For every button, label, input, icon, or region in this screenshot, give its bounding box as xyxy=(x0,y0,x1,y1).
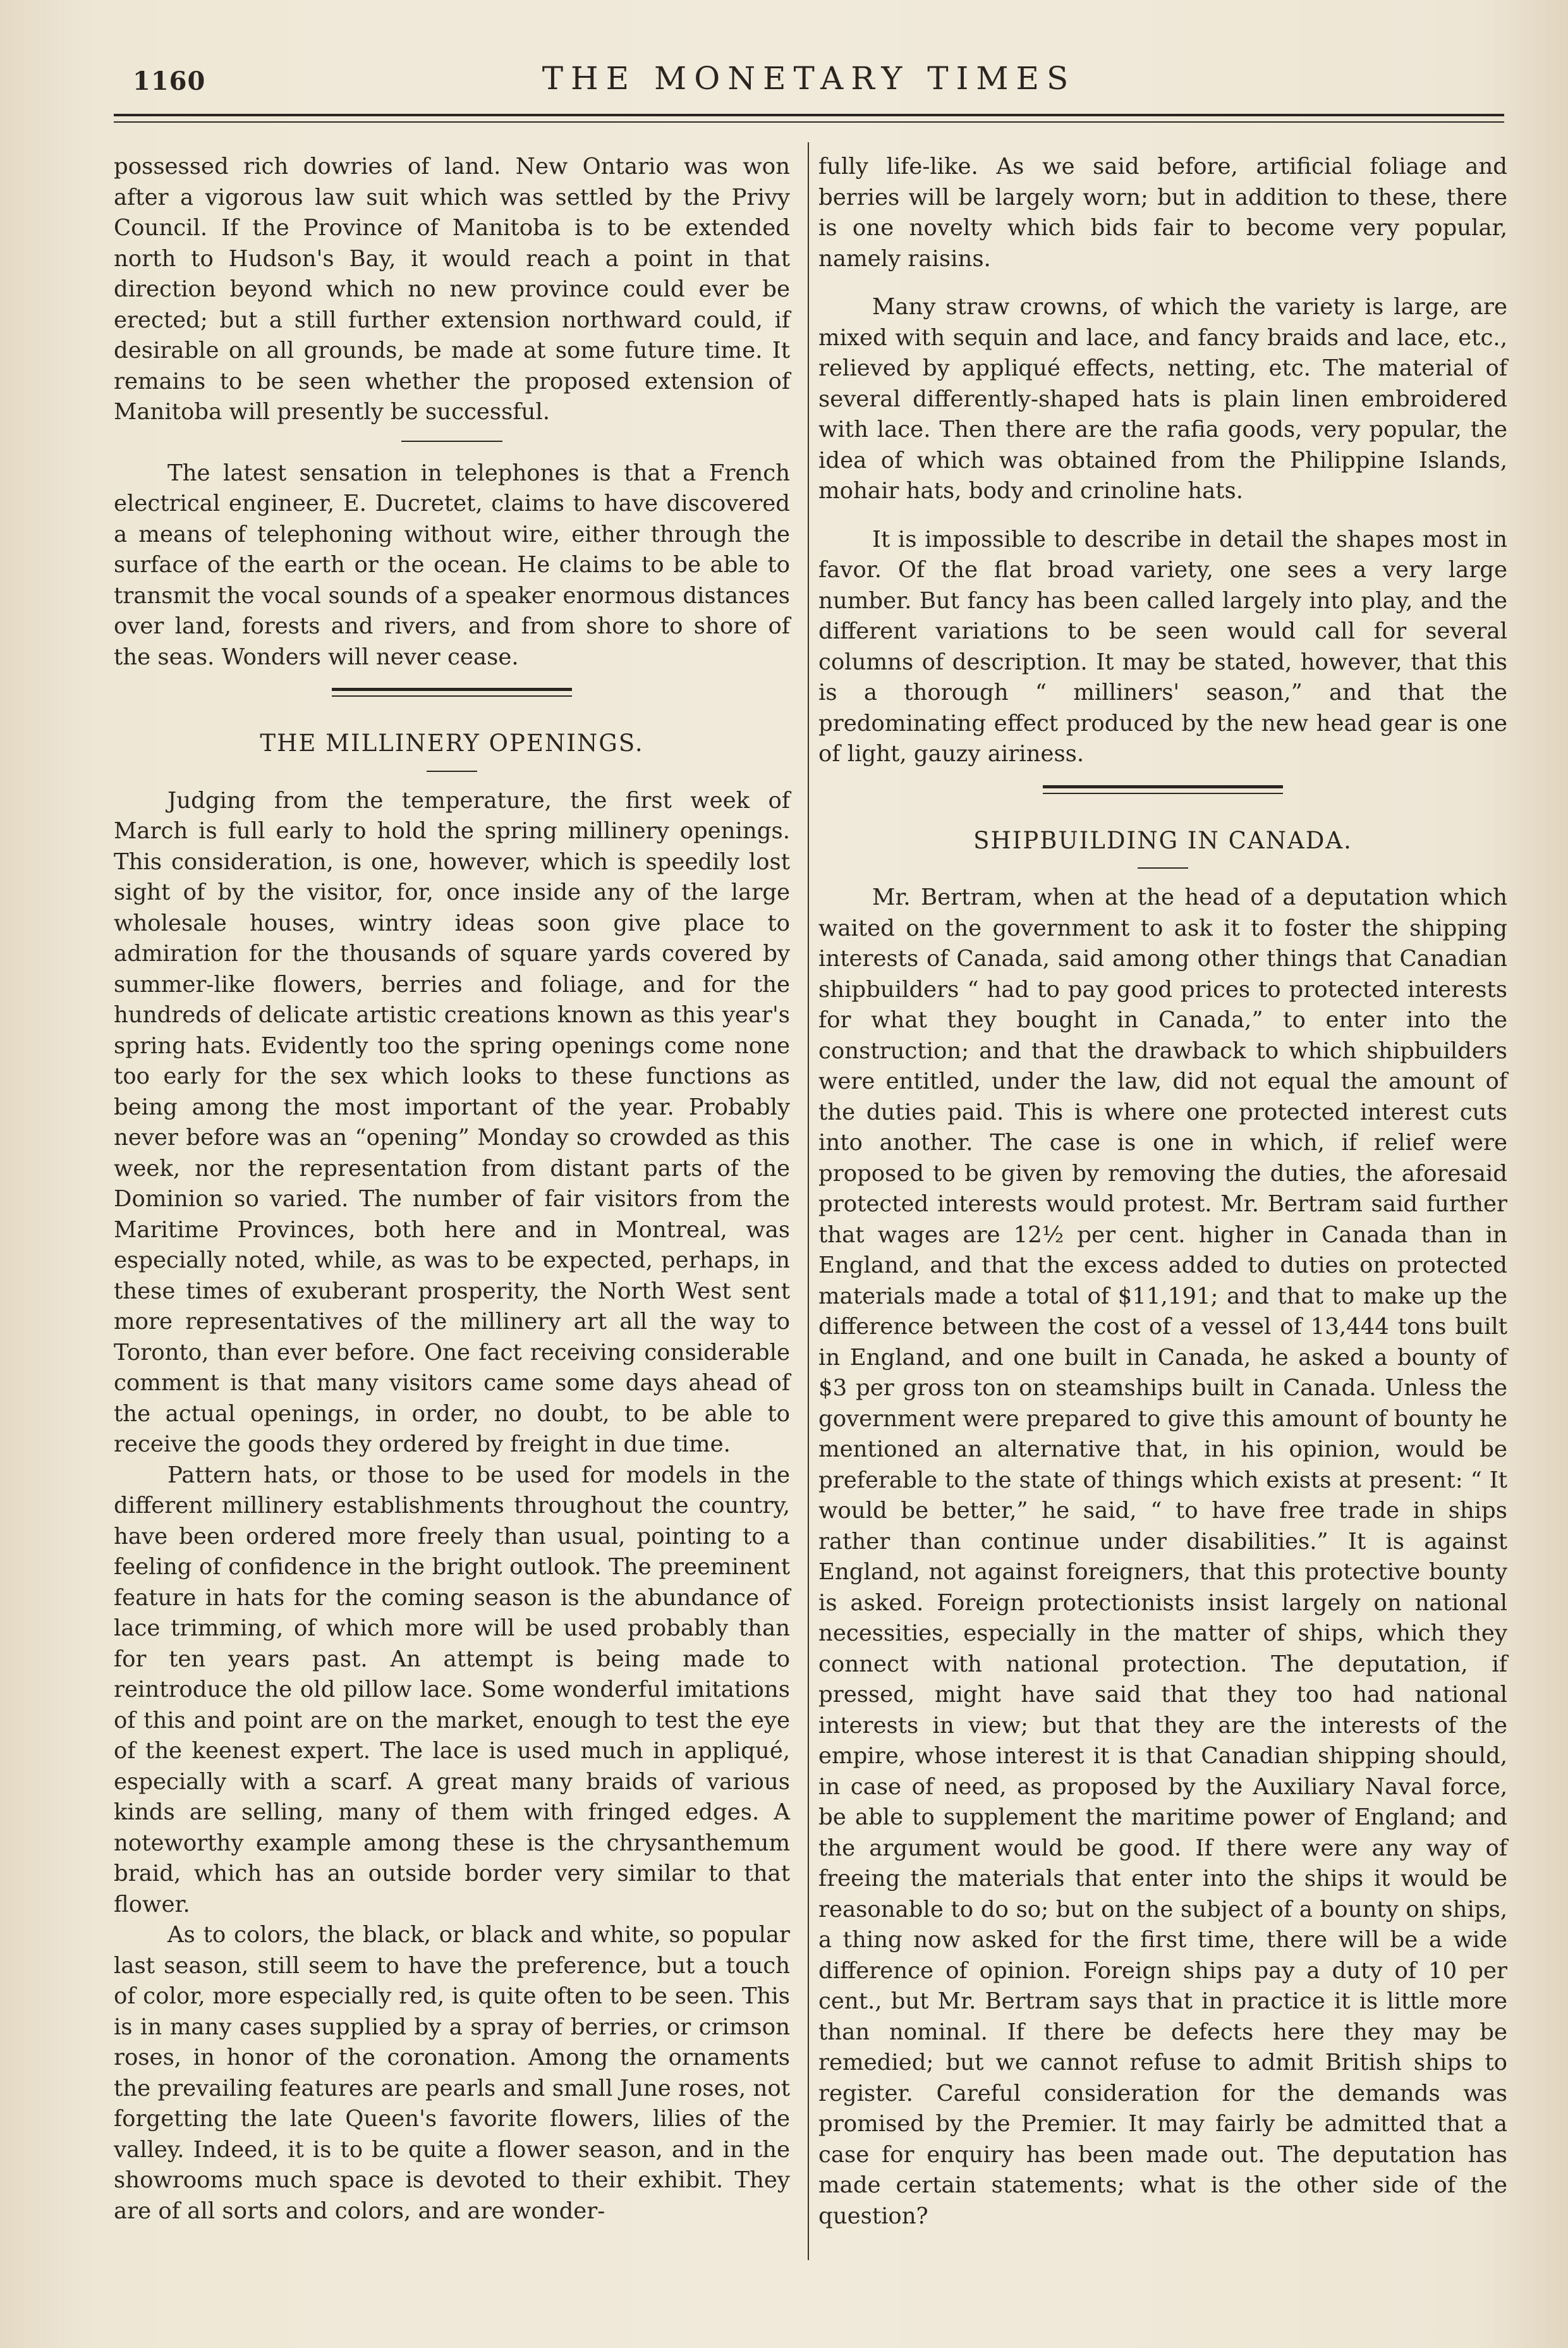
paragraph: Judging from the temperature, the first week of March is full early to hold the spring millinery openings. This consideration, is one, however, which is speedily lost sight of by the visitor, for, once inside any of the large wholesale houses, wintry ideas soon give place to admiration for the thousands of square yards covered by summer-like flowers, berries and foliage, and for the hundreds of delicate artistic creations known as this year's spring hats. Evidently too the spring openings come none too early for the sex which looks to these functions as being among the most important of the year. Probably never before was an “opening” Monday so crowded as this week, nor the representation from distant parts of the Dominion so varied. The number of fair visitors from the Maritime Provinces, both here and in Montreal, was especially noted, while, as was to be expected, perhaps, in these times of exuberant prosperity, the North West sent more representatives of the millinery art all the way to Toronto, than ever before. One fact receiving considerable comment is that many visitors came some days ahead of the actual openings, in order, no doubt, to be able to receive the goods they ordered by freight in due time. xyxy=(114,787,790,1457)
column-divider xyxy=(808,142,809,2260)
right-column xyxy=(818,152,1507,2232)
millinery-heading: THE MILLINERY OPENINGS. xyxy=(260,730,644,757)
shipbuilding-heading: SHIPBUILDING IN CANADA. xyxy=(973,826,1352,854)
header-rule-thin xyxy=(114,121,1504,123)
section-double-rule xyxy=(1043,785,1283,794)
section-rule xyxy=(401,441,502,442)
paragraph: fully life-like. As we said before, artificial foliage and berries will be largely worn; but in addition to these, there is one novelty which bids fair to become very popular, namely raisins. xyxy=(818,154,1507,272)
paragraph: The latest sensation in telephones is that a French electrical engineer, E. Ducretet, claims to have discovered a means of telephoning without wire, either through the surface of the earth or the ocean. He claims to be able to transmit the vocal sounds of a speaker enormous distances over land, forests and rivers, and from shore to shore of the seas. Wonders will never cease. xyxy=(114,460,790,670)
heading-rule xyxy=(1138,867,1188,869)
paragraph: Mr. Bertram, when at the head of a deputation which waited on the government to ask it to foster the shipping interests of Canada, said among other things that Canadian shipbuilders “ had to pay good prices to protected interests for what they bought in Canada,” to enter into the construction; and that the drawback to which shipbuilders were entitled, under the law, did not equal the amount of the duties paid. This is where one protected interest cuts into another. The case is one in which, if relief were proposed to be given by removing the duties, the aforesaid protected interests would protest. Mr. Bertram said further that wages are 12½ per cent. higher in Canada than in England, and that the excess added to duties on protected materials made a total of $11,191; and that to make up the difference between the cost of a vessel of 13,444 tons built in England, and one built in Canada, he asked a bounty of $3 per gross ton on steamships built in Canada. Unless the government were prepared to give this amount of bounty he mentioned an alternative that, in his opinion, would be preferable to the state of things which exists at present: “ It would be better,” he said, “ to have free trade in ships rather than continue under disabilities.” It is against England, not against foreigners, that this protective bounty is asked. Foreign protectionists insist largely on national necessities, especially in the matter of ships, which they connect with national protection. The deputation, if pressed, might have said that they too had national interests in view; but that they are the interests of the empire, whose interest it is that Canadian shipping should, in case of need, as proposed by the Auxiliary Naval force, be able to supplement the maritime power of England; and the argument would be good. If there were any way of freeing the materials that enter into the ships it would be reasonable to do so; but on the subject of a bounty on ships, a thing now asked for the first time, there will be a wide difference of opinion. Foreign ships pay a duty of 10 per cent., but Mr. Bertram says that in practice it is little more than nominal. If there be defects here they may be remedied; but we cannot refuse to admit British ships to register. Careful consideration for the demands was promised by the Premier. It may fairly be admitted that a case for enquiry has been made out. The deputation has made certain statements; what is the other side of the question? xyxy=(818,884,1507,2229)
paragraph: possessed rich dowries of land. New Ontario was won after a vigorous law suit which was settled by the Privy Council. If the Province of Manitoba is to be extended north to Hudson's Bay, it would reach a point in that direction beyond which no new province could ever be erected; but a still further extension northward could, if desirable on all grounds, be made at some future time. It remains to be seen whether the proposed extension of Manitoba will presently be successful. xyxy=(114,154,790,425)
paragraph: Many straw crowns, of which the variety is large, are mixed with sequin and lace, and fancy braids and lace, etc., relieved by appliqué effects, netting, etc. The material of several differently-shaped hats is plain linen embroidered with lace. Then there are the rafia goods, very popular, the idea of which was obtained from the Philippine Islands, mohair hats, body and crinoline hats. xyxy=(818,294,1507,504)
section-double-rule xyxy=(332,688,572,697)
paragraph: As to colors, the black, or black and white, so popular last season, still seem to have the preference, but a touch of color, more especially red, is quite often to be seen. This is in many cases supplied by a spray of berries, or crimson roses, in honor of the coronation. Among the ornaments the prevailing features are pearls and small June roses, not forgetting the late Queen's favorite flowers, lilies of the valley. Indeed, it is to be quite a flower season, and in the showrooms much space is devoted to their exhibit. They are of all sorts and colors, and are wonder- xyxy=(114,1922,790,2224)
masthead-title: THE MONETARY TIMES xyxy=(542,60,1076,97)
heading-rule xyxy=(427,771,477,772)
header-rule xyxy=(114,114,1504,116)
page-header xyxy=(114,60,1504,104)
left-column xyxy=(114,152,790,2227)
page-number: 1160 xyxy=(133,66,206,96)
paragraph: Pattern hats, or those to be used for models in the different millinery establishments throughout the country, have been ordered more freely than usual, pointing to a feeling of confidence in the bright outlook. The preeminent feature in hats for the coming season is the abundance of lace trimming, of which more will be used probably than for ten years past. An attempt is being made to reintroduce the old pillow lace. Some wonderful imitations of this and point are on the market, enough to test the eye of the keenest expert. The lace is used much in appliqué, especially with a scarf. A great many braids of various kinds are selling, many of them with fringed edges. A noteworthy example among these is the chrysanthemum braid, which has an outside border very similar to that flower. xyxy=(114,1462,790,1917)
paragraph: It is impossible to describe in detail the shapes most in favor. Of the flat broad variety, one sees a very large number. But fancy has been called largely into play, and the different variations to be seen would call for several columns of description. It may be stated, however, that this is a thorough “ milliners' season,” and that the predominating effect produced by the new head gear is one of light, gauzy airiness. xyxy=(818,526,1507,767)
